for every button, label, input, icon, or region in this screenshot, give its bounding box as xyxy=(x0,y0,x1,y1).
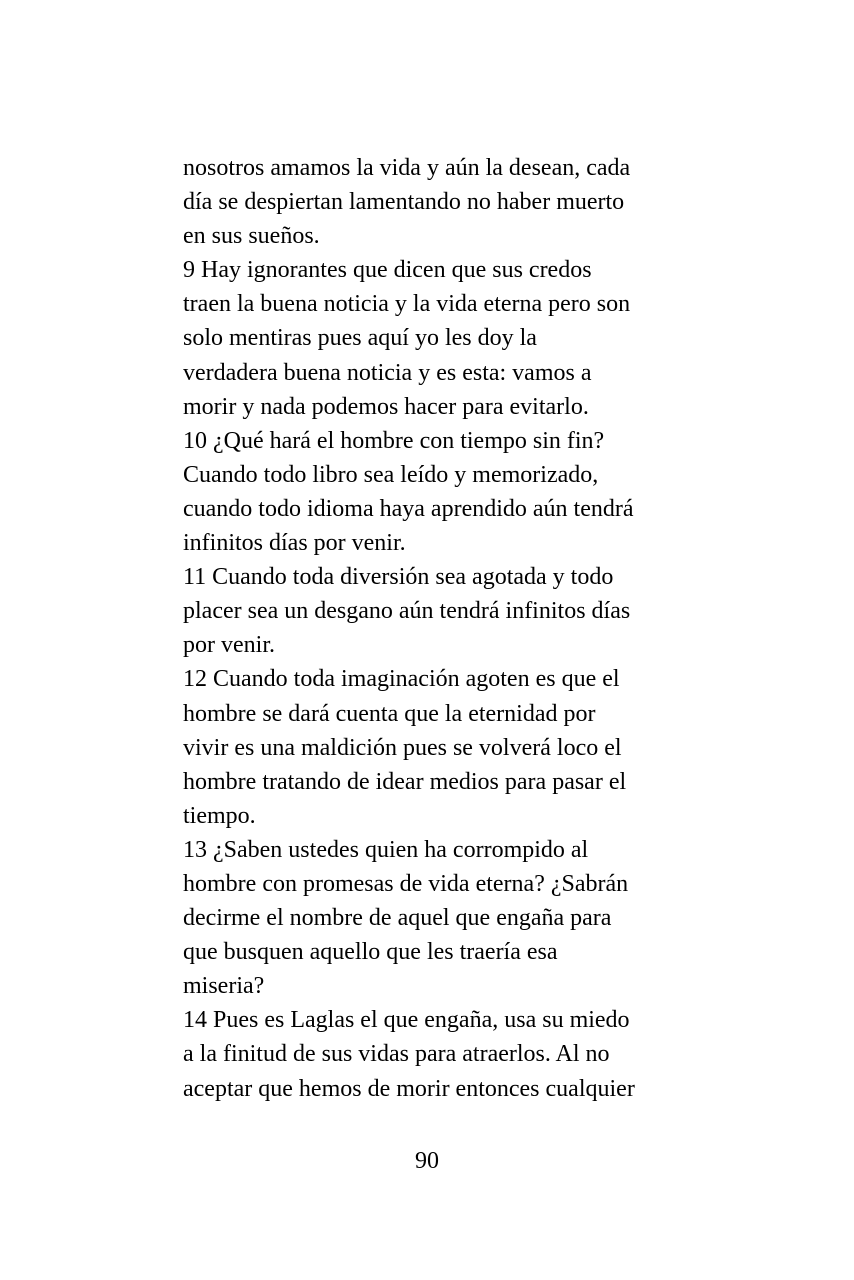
text-line: 13 ¿Saben ustedes quien ha corrompido al xyxy=(183,836,589,863)
text-line: traen la buena noticia y la vida eterna pero son xyxy=(183,291,631,318)
page-number: 90 xyxy=(415,1148,439,1174)
text-line: 12 Cuando toda imaginación agoten es que el xyxy=(183,666,620,693)
text-line: placer sea un desgano aún tendrá infinitos días xyxy=(183,598,631,625)
text-line: morir y nada podemos hacer para evitarlo. xyxy=(183,393,589,420)
text-line: 10 ¿Qué hará el hombre con tiempo sin fin? xyxy=(183,427,605,454)
text-line: a la finitud de sus vidas para atraerlos. Al no xyxy=(183,1041,610,1068)
text-line: 9 Hay ignorantes que dicen que sus credos xyxy=(183,257,592,284)
text-line: aceptar que hemos de morir entonces cualquier xyxy=(183,1075,635,1102)
text-line: nosotros amamos la vida y aún la desean, cada xyxy=(183,155,631,181)
text-line: día se despiertan lamentando no haber muerto xyxy=(183,189,625,216)
text-line: verdadera buena noticia y es esta: vamos a xyxy=(183,359,592,386)
text-line: hombre se dará cuenta que la eternidad por xyxy=(183,700,596,727)
text-line: hombre con promesas de vida eterna? ¿Sabrán xyxy=(183,870,629,897)
text-line: tiempo. xyxy=(183,802,256,829)
text-line: decirme el nombre de aquel que engaña para xyxy=(183,905,612,932)
text-line: en sus sueños. xyxy=(183,223,320,250)
text-line: Cuando todo libro sea leído y memorizado, xyxy=(183,461,599,488)
text-line: que busquen aquello que les traería esa xyxy=(183,939,558,966)
text-line: por venir. xyxy=(183,632,275,659)
text-line: infinitos días por venir. xyxy=(183,530,406,557)
text-line: miseria? xyxy=(183,973,265,1000)
text-line: cuando todo idioma haya aprendido aún tendrá xyxy=(183,495,634,522)
text-line: 14 Pues es Laglas el que engaña, usa su miedo xyxy=(183,1007,630,1034)
body-text xyxy=(183,151,683,1106)
text-line: hombre tratando de idear medios para pasar el xyxy=(183,768,627,795)
text-line: vivir es una maldición pues se volverá loco el xyxy=(183,734,622,761)
text-line: solo mentiras pues aquí yo les doy la xyxy=(183,325,537,352)
text-line: 11 Cuando toda diversión sea agotada y todo xyxy=(183,564,614,591)
